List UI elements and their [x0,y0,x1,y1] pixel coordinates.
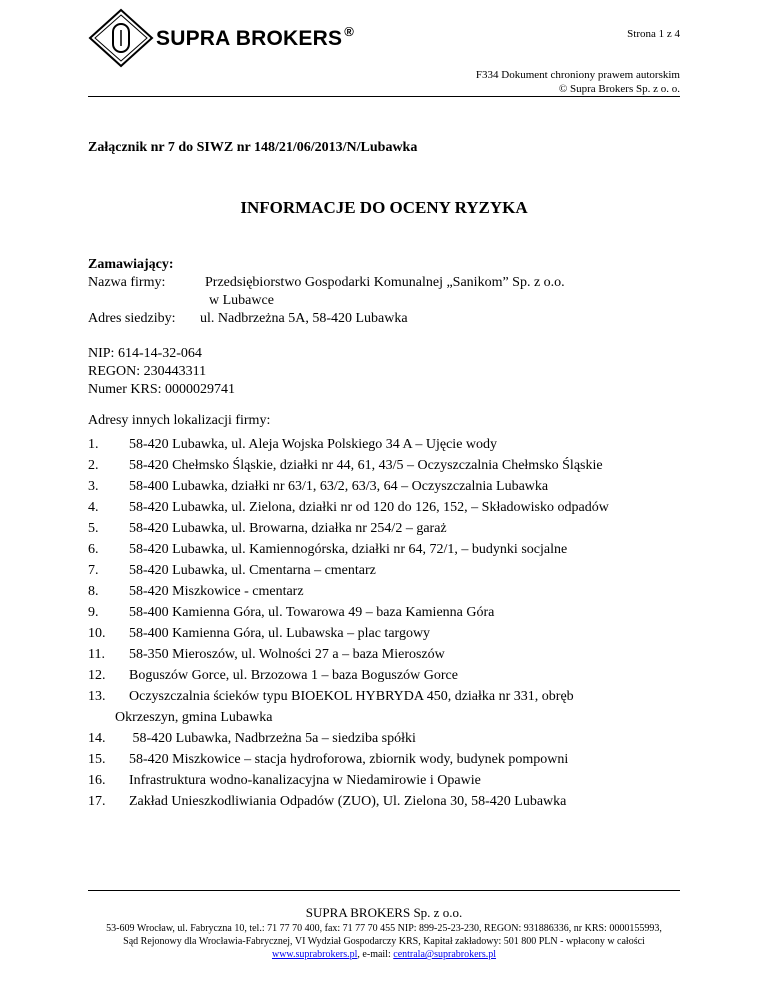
footer-divider [88,890,680,891]
header-divider [88,96,680,97]
client-krs: Numer KRS: 0000029741 [88,382,235,397]
client-section-label: Zamawiający: [88,257,174,272]
copyright-line: © Supra Brokers Sp. z o. o. [558,83,680,95]
footer-address: 53-609 Wrocław, ul. Fabryczna 10, tel.: 71 77 70 400, fax: 71 77 70 455 NIP: 899-25-23-230, REGON: 931886336, nr KRS: 0000155993, [106,923,662,934]
footer-contact: www.suprabrokers.pl, e-mail: centrala@suprabrokers.pl [271,949,497,960]
supra-brokers-logo-icon [88,8,154,68]
registered-mark: ® [344,24,354,39]
footer-company: SUPRA BROKERS Sp. z o.o. [305,905,463,920]
main-title: INFORMACJE DO OCENY RYZYKA [240,198,528,217]
client-name-line2: w Lubawce [209,293,274,308]
email-link[interactable]: centrala@suprabrokers.pl [393,949,497,960]
client-name-line1: Przedsiębiorstwo Gospodarki Komunalnej „Sanikom” Sp. z o.o. [205,275,565,290]
website-link[interactable]: www.suprabrokers.pl [271,949,358,960]
page-indicator: Strona 1 z 4 [627,28,680,40]
annex-title: Załącznik nr 7 do SIWZ nr 148/21/06/2013/N/Lubawka [88,140,418,155]
client-address-value: ul. Nadbrzeżna 5A, 58-420 Lubawka [200,311,408,326]
doc-code-line: F334 Dokument chroniony prawem autorskim [475,69,680,81]
client-nip: NIP: 614-14-32-064 [88,346,202,361]
copyright-notice [476,68,680,96]
client-regon: REGON: 230443311 [88,364,207,379]
locations-heading: Adresy innych lokalizacji firmy: [88,413,271,428]
client-address-label: Adres siedziby: [88,311,176,326]
footer-court: Sąd Rejonowy dla Wrocławia-Fabrycznej, VI Wydział Gospodarczy KRS, Kapitał zakładowy: 501 800 PLN - wpłacony w całości [123,936,645,947]
brand-name: SUPRA BROKERS ® [156,24,354,50]
client-name-label: Nazwa firmy: [88,275,166,290]
